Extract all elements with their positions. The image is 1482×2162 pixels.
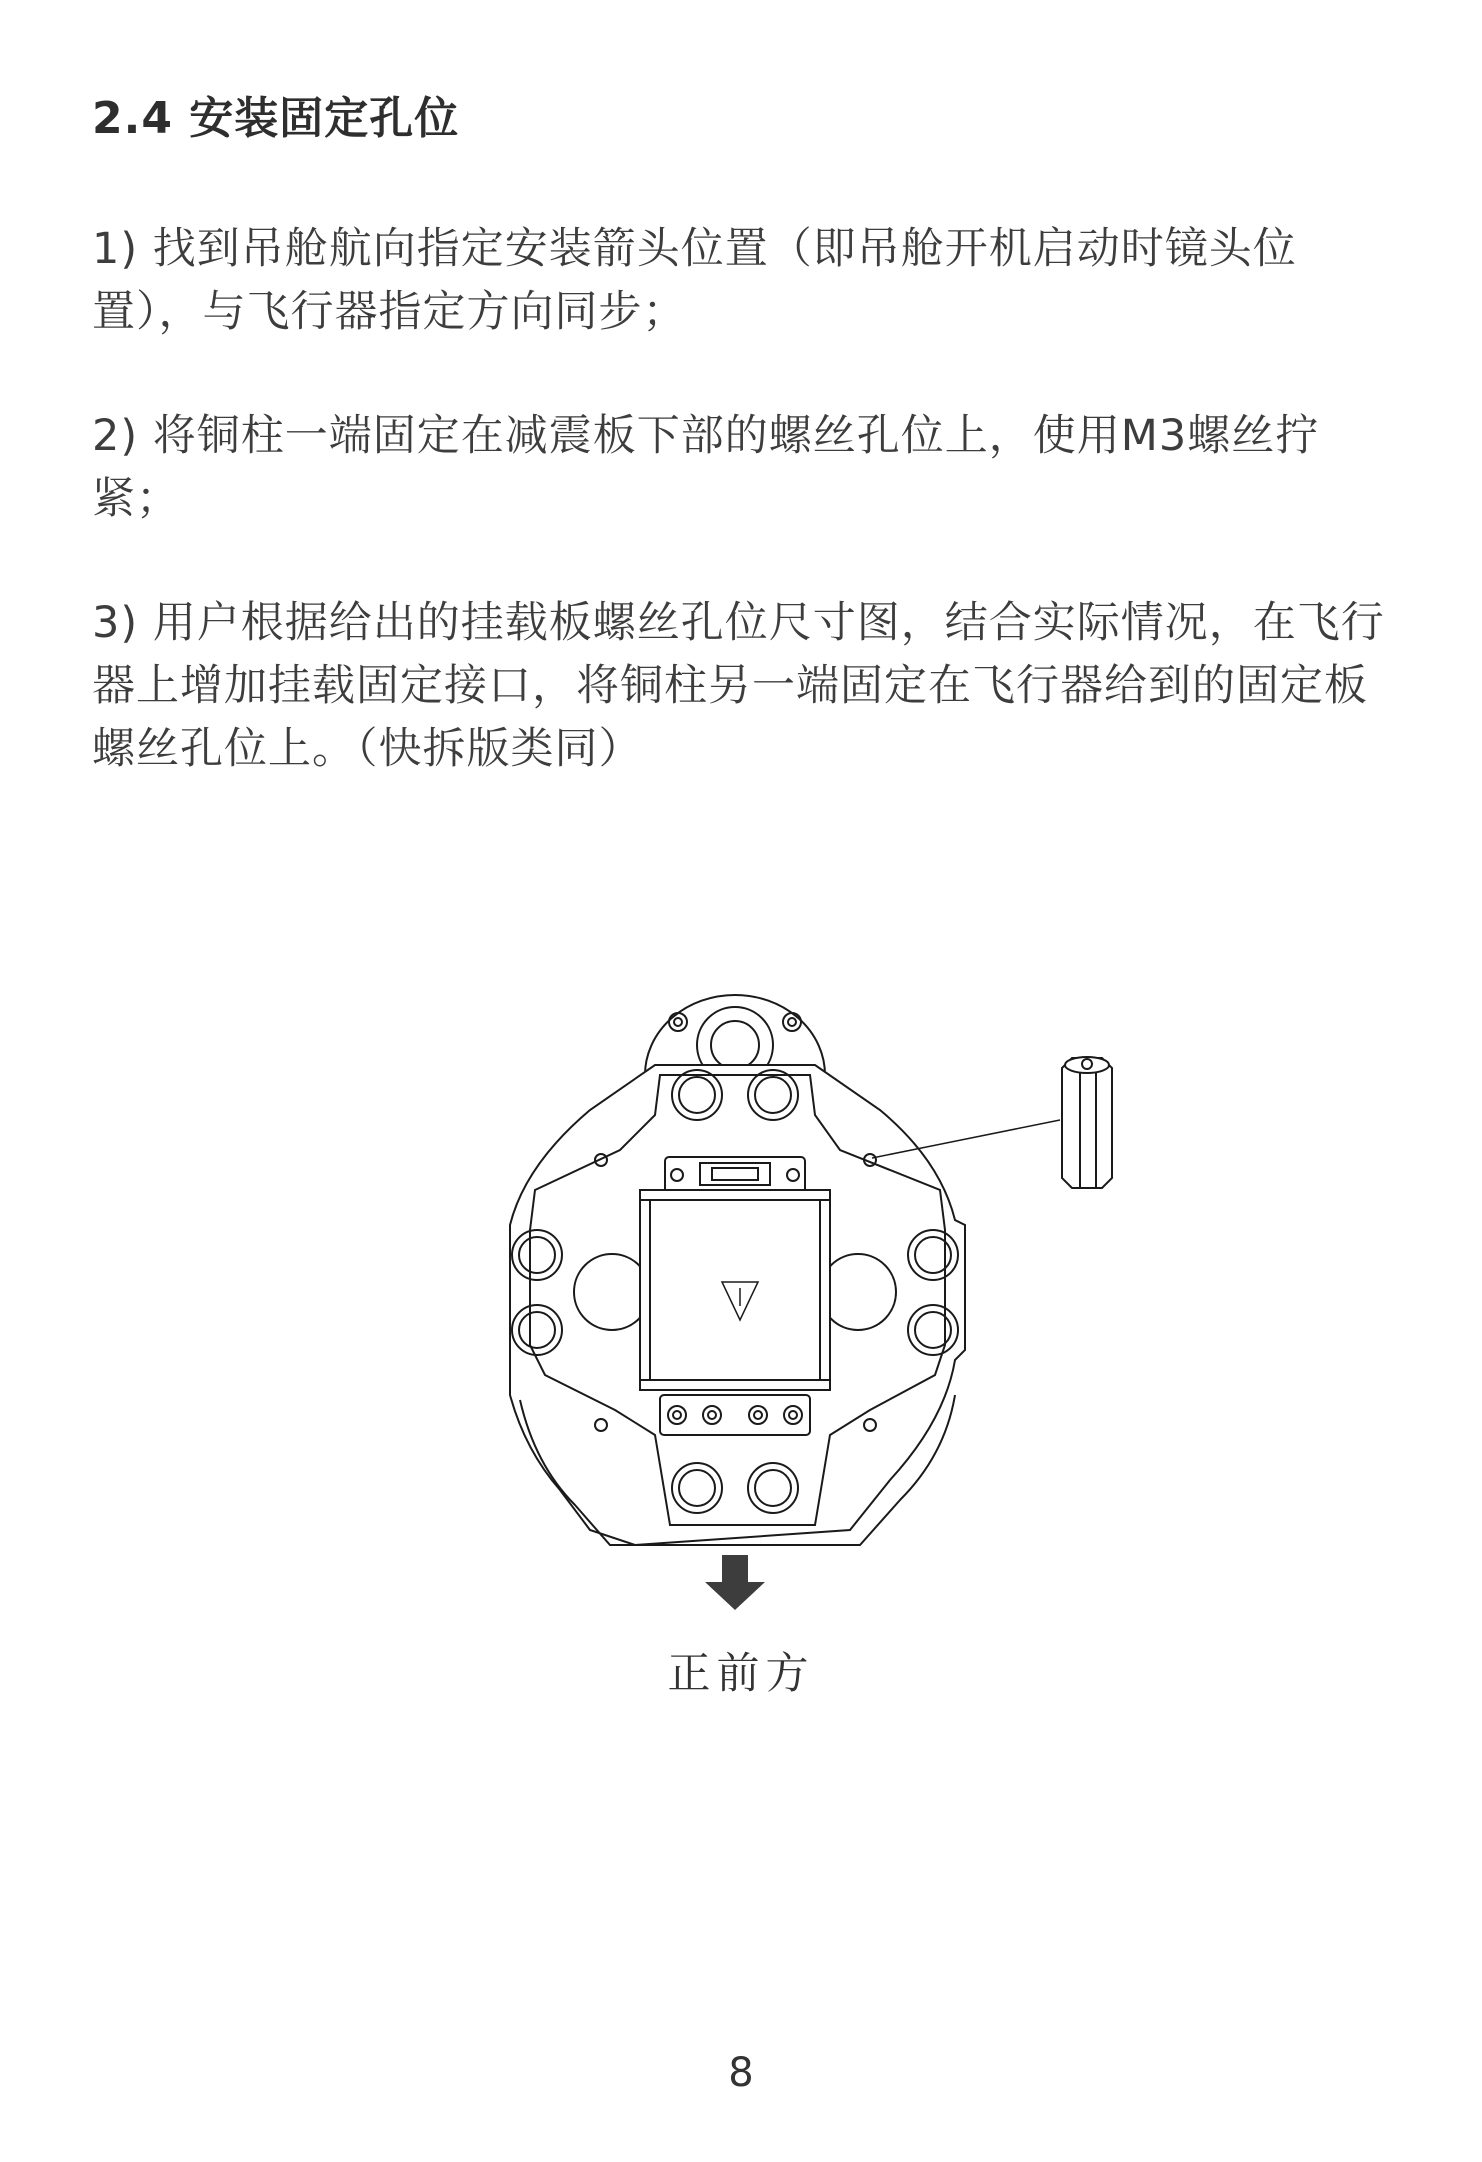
front-arrow-icon xyxy=(705,1555,765,1610)
step-2-text: 2) 将铜柱一端固定在减震板下部的螺丝孔位上，使用M3螺丝拧紧； xyxy=(92,411,1320,524)
page-number: 8 xyxy=(728,2050,754,2096)
step-3-text: 3) 用户根据给出的挂载板螺丝孔位尺寸图，结合实际情况，在飞行器上增加挂载固定接口，将铜柱另一端固定在飞行器给到的固定板螺丝孔位上。（快拆版类同） xyxy=(92,598,1385,774)
gimbal-body xyxy=(640,1190,830,1390)
step-1-text: 1) 找到吊舱航向指定安装箭头位置（即吊舱开机启动时镜头位置），与飞行器指定方向同步； xyxy=(92,224,1297,337)
top-connector xyxy=(665,1157,805,1193)
hex-standoff-icon xyxy=(1062,1057,1112,1188)
section-title: 2.4 安装固定孔位 xyxy=(92,93,460,144)
bottom-connector xyxy=(660,1395,810,1435)
mounting-diagram xyxy=(470,960,1150,1690)
front-direction-label: 正前方 xyxy=(667,1649,815,1699)
